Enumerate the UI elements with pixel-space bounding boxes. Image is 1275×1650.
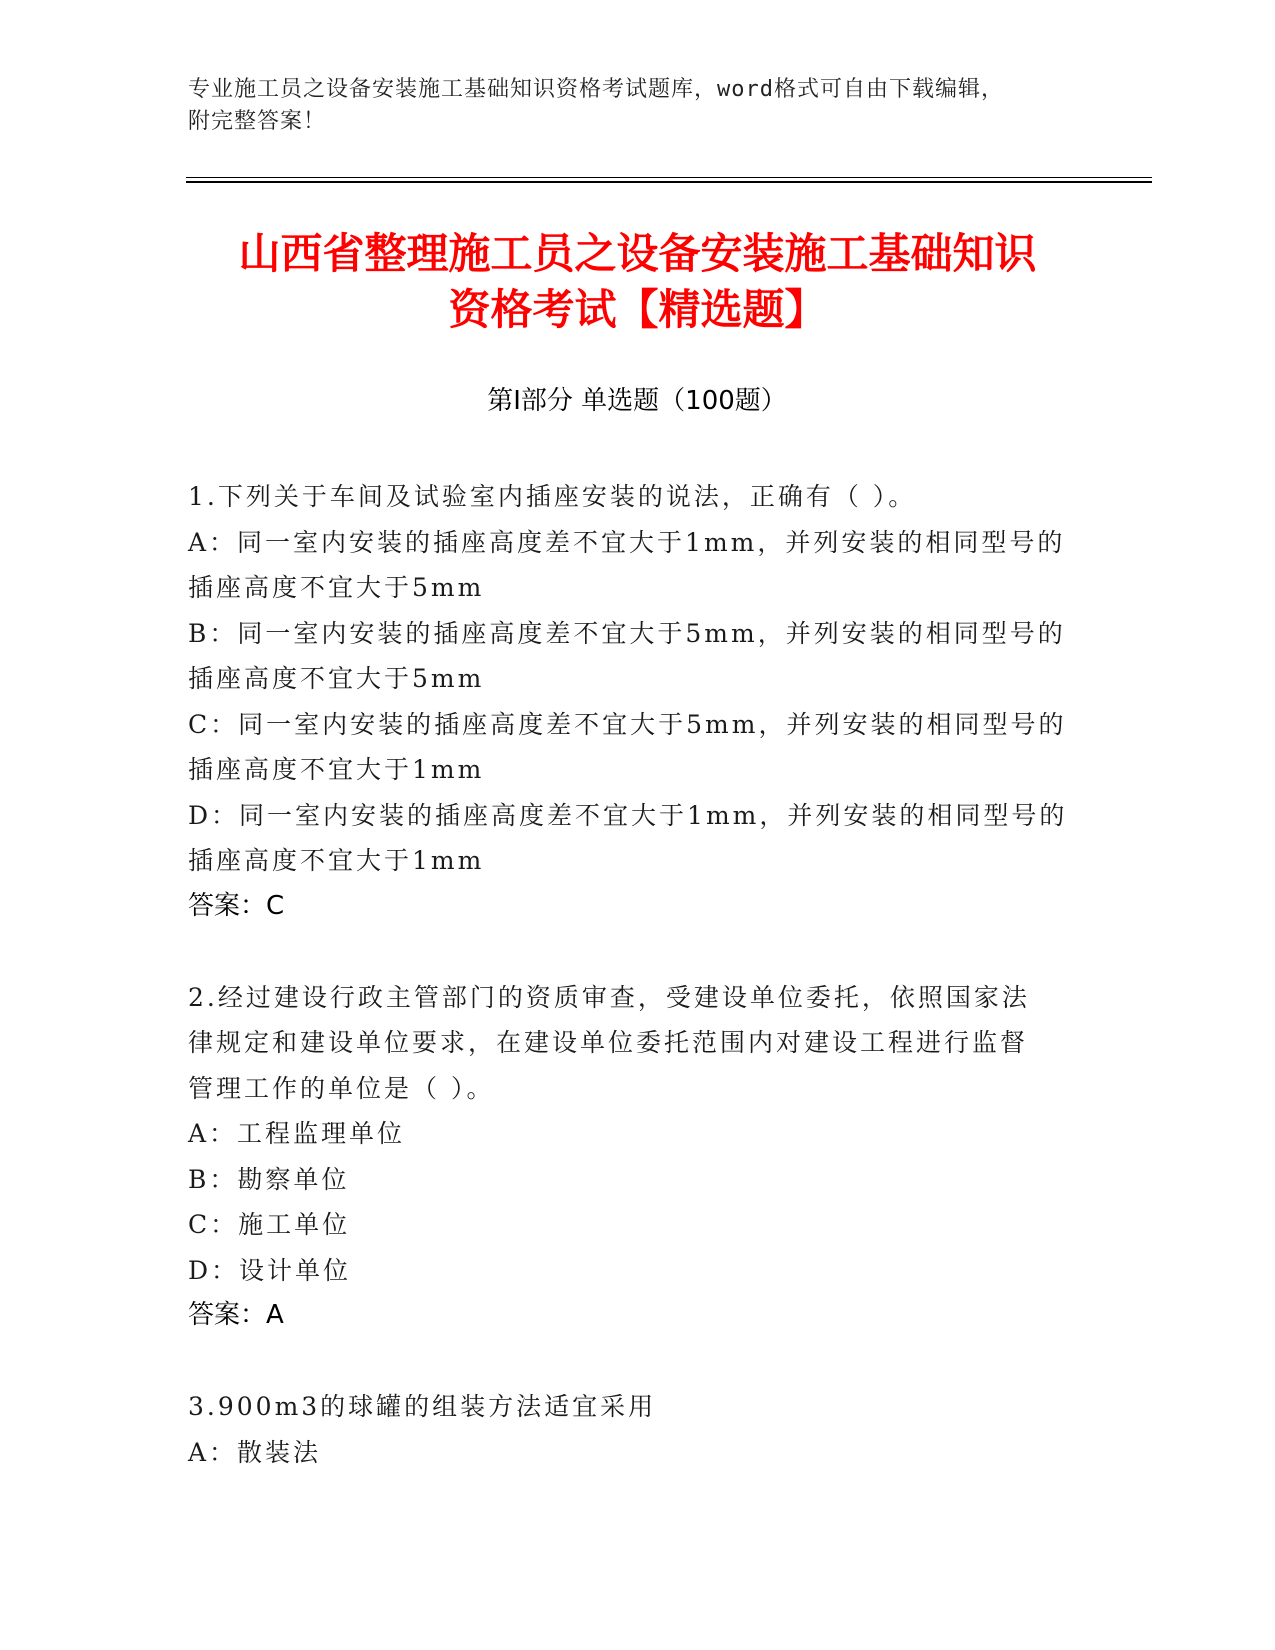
question-stem: 2.经过建设行政主管部门的资质审查，受建设单位委托，依照国家法 <box>188 982 1030 1012</box>
option-text: B：同一室内安装的插座高度差不宜大于5mm，并列安装的相同型号的 <box>188 618 1066 648</box>
header-note <box>188 74 1068 138</box>
question-1 <box>188 474 1088 929</box>
option-d: D：设计单位 <box>188 1255 352 1285</box>
question-3 <box>188 1384 1088 1475</box>
option-a: A：散装法 <box>188 1437 322 1467</box>
document-title-line: 山西省整理施工员之设备安装施工基础知识 <box>238 229 1037 278</box>
option-c <box>188 702 1088 793</box>
header-note-line: 专业施工员之设备安装施工基础知识资格考试题库，word格式可自由下载编辑， <box>188 77 1004 102</box>
section-title: 第Ⅰ部分 单选题（100题） <box>487 386 787 416</box>
question-stem: 管理工作的单位是（ ）。 <box>188 1073 495 1103</box>
option-text: 插座高度不宜大于5mm <box>188 664 485 693</box>
answer-label: 答案：A <box>188 1300 284 1330</box>
option-a: A：工程监理单位 <box>188 1119 406 1148</box>
question-2 <box>188 975 1088 1339</box>
option-b: B：勘察单位 <box>188 1164 350 1194</box>
answer-label: 答案：C <box>188 890 285 921</box>
option-text: 插座高度不宜大于5mm <box>188 573 485 602</box>
question-stem: 3.900m3的球罐的组装方法适宜采用 <box>188 1392 657 1421</box>
option-a <box>188 520 1088 611</box>
question-list <box>188 474 1088 1521</box>
option-text: D：同一室内安装的插座高度差不宜大于1mm，并列安装的相同型号的 <box>188 800 1068 830</box>
header-divider-thin <box>186 177 1152 178</box>
option-text: A：同一室内安装的插座高度差不宜大于1mm，并列安装的相同型号的 <box>188 527 1066 557</box>
option-text: C：同一室内安装的插座高度差不宜大于5mm，并列安装的相同型号的 <box>188 709 1067 739</box>
option-c: C：施工单位 <box>188 1210 351 1239</box>
header-divider-thick <box>186 181 1152 183</box>
header-note-line: 附完整答案！ <box>188 109 327 134</box>
option-d <box>188 793 1088 884</box>
document-title-line: 资格考试【精选题】 <box>448 285 827 334</box>
document-title <box>150 226 1125 338</box>
option-text: 插座高度不宜大于1mm <box>188 846 485 875</box>
question-stem: 1.下列关于车间及试验室内插座安装的说法，正确有（ ）。 <box>188 482 917 511</box>
question-stem: 律规定和建设单位要求，在建设单位委托范围内对建设工程进行监督 <box>188 1028 1029 1057</box>
option-text: 插座高度不宜大于1mm <box>188 755 485 784</box>
option-b <box>188 611 1088 702</box>
